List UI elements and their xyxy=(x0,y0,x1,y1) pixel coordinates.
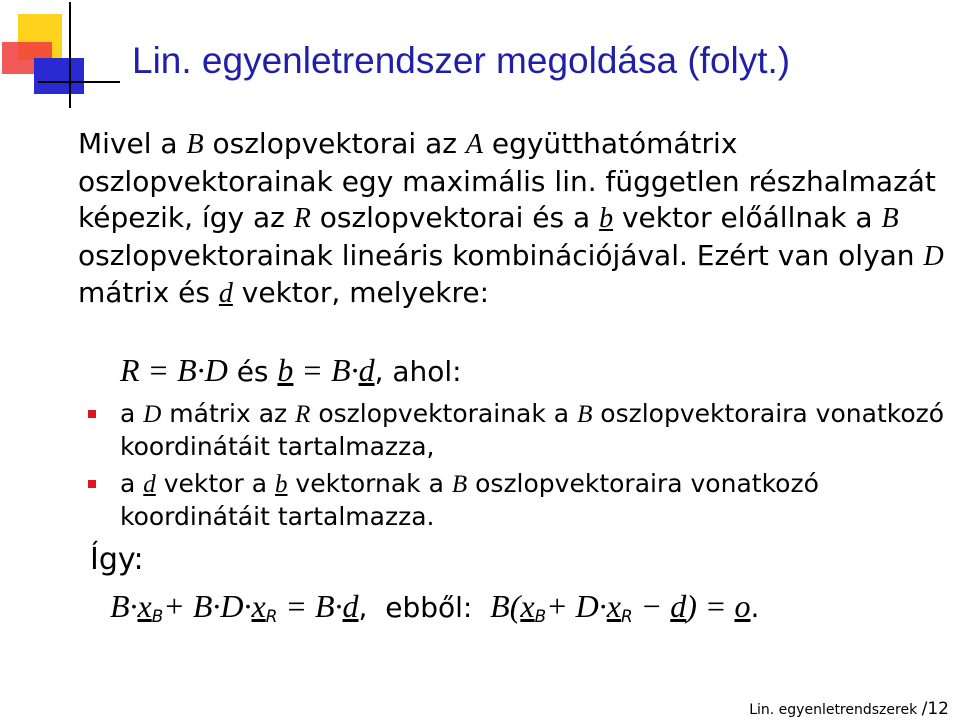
formula-derivation: $B\cdot x_B+ B\cdot D\cdot x_R = B\cdot d$, ebből: $B(x_B+ D\cdot x_R - d) = o$. xyxy=(110,588,760,627)
page-number: /12 xyxy=(921,699,949,719)
bullet-item-1: a D mátrix az R oszlopvektorainak a B oszlopvektoraira vonatkozó koordinátáit tartalmazza, xyxy=(120,398,950,463)
slide-logo xyxy=(0,0,130,112)
footer-label: Lin. egyenletrendszerek xyxy=(749,702,918,718)
main-paragraph: Mivel a B oszlopvektorai az A együtthatómátrix oszlopvektorainak egy maximális lin. független részhalmazát képezik, így az R oszlopvektorai és a b vektor előállnak a B oszlopvektorainak lineáris kombinációjával. Ezért van olyan D mátrix és d vektor, melyekre: xyxy=(78,127,944,309)
slide-title: Lin. egyenletrendszer megoldása (folyt.) xyxy=(132,40,791,81)
igy-label: Így: xyxy=(90,542,144,577)
slide-footer xyxy=(749,699,949,719)
bullet-square-icon xyxy=(88,480,96,488)
bullet-item-2: a d vektor a b vektornak a B oszlopvektoraira vonatkozó koordinátáit tartalmazza. xyxy=(120,468,950,533)
bullet-square-icon xyxy=(88,410,96,418)
formula-decomposition: R = B·D és b = B·d, ahol: xyxy=(120,352,462,388)
